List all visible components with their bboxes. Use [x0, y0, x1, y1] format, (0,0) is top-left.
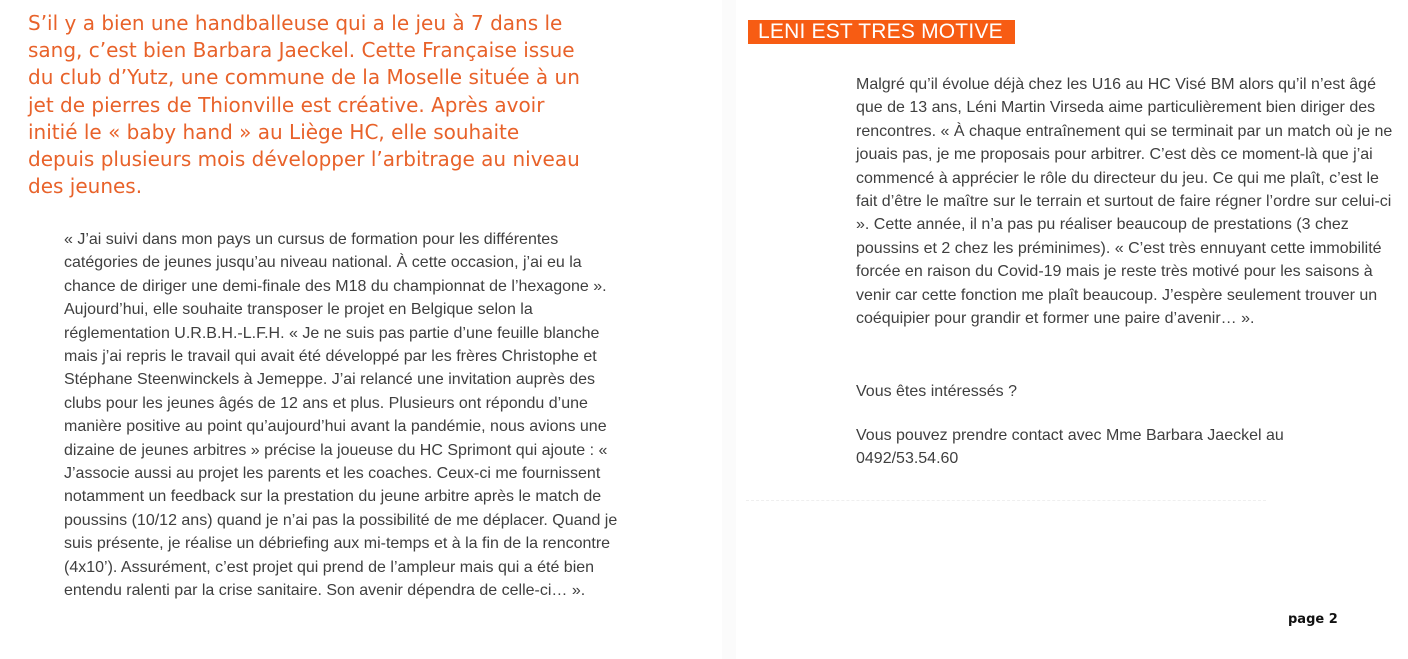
- section-body-paragraph: Malgré qu’il évolue déjà chez les U16 au HC Visé BM alors qu’il n’est âgé que de 13 ans, Léni Martin Virseda aime particulièrement bien diriger des rencontres. « À chaque entraînement qui se terminait par un match où je ne jouais pas, je me proposais pour arbitrer. C’est dès ce moment-là que j’ai commencé à apprécier le rôle du directeur du jeu. Ce qui me plaît, c’est le fait d’être le maître sur le terrain et surtout de faire régner l’ordre sur celui-ci ». Cette année, il n’a pas pu réaliser beaucoup de prestations (3 chez poussins et 2 chez les préminimes). « C’est très ennuyant cette immobilité forcée en raison du Covid-19 mais je reste très motivé pour les saisons à venir car cette fonction me plaît beaucoup. J’espère seulement trouver un coéquipier pour grandir et former une paire d’avenir… ».: [856, 76, 1393, 328]
- section-title: LENI EST TRES MOTIVE: [748, 20, 1015, 44]
- page-number: page 2: [1288, 612, 1338, 627]
- contact-text: Vous pouvez prendre contact avec Mme Barbara Jaeckel au: [856, 427, 1284, 444]
- faint-divider: [746, 500, 1266, 511]
- intro-paragraph: S’il y a bien une handballeuse qui a le jeu à 7 dans le sang, c’est bien Barbara Jaeckel. Cette Française issue du club d’Yutz, une commune de la Moselle située à un jet de pierres de Thionville est créative. Après avoir initié le « baby hand » au Liège HC, elle souhaite depuis plusieurs mois développer l’arbitrage au niveau des jeunes.: [28, 11, 580, 199]
- column-divider: [722, 0, 736, 659]
- contact-paragraph: [856, 424, 1356, 471]
- quote-paragraph: « J’ai suivi dans mon pays un cursus de formation pour les différentes catégories de jeunes jusqu’au niveau national. À cette occasion, j’ai eu la chance de diriger une demi-finale des M18 du championnat de l’hexagone ». Aujourd’hui, elle souhaite transposer le projet en Belgique selon la réglementation U.R.B.H.-L.F.H. « Je ne suis pas partie d’une feuille blanche mais j’ai repris le travail qui avait été développé par les frères Christophe et Stéphane Steenwinckels à Jemeppe. J’ai relancé une invitation auprès des clubs pour les jeunes âgés de 12 ans et plus. Plusieurs ont répondu d’une manière positive au point qu’aujourd’hui avant la pandémie, nous avions une dizaine de jeunes arbitres » précise la joueuse du HC Sprimont qui ajoute : « J’associe aussi au projet les parents et les coaches. Ceux-ci me fournissent notamment un feedback sur la prestation du jeune arbitre après le match de poussins (10/12 ans) quand je n’ai pas la possibilité de me déplacer. Quand je suis présente, je réalise un débriefing aux mi-temps et à la fin de la rencontre (4x10’). Assurément, c’est projet qui prend de l’ampleur mais qui a été bien entendu ralenti par la crise sanitaire. Son avenir dépendra de celle-ci… ».: [64, 231, 618, 600]
- contact-phone: 0492/53.54.60: [856, 450, 959, 468]
- question-line: Vous êtes intéressés ?: [856, 383, 1017, 400]
- right-column: [736, 0, 1408, 659]
